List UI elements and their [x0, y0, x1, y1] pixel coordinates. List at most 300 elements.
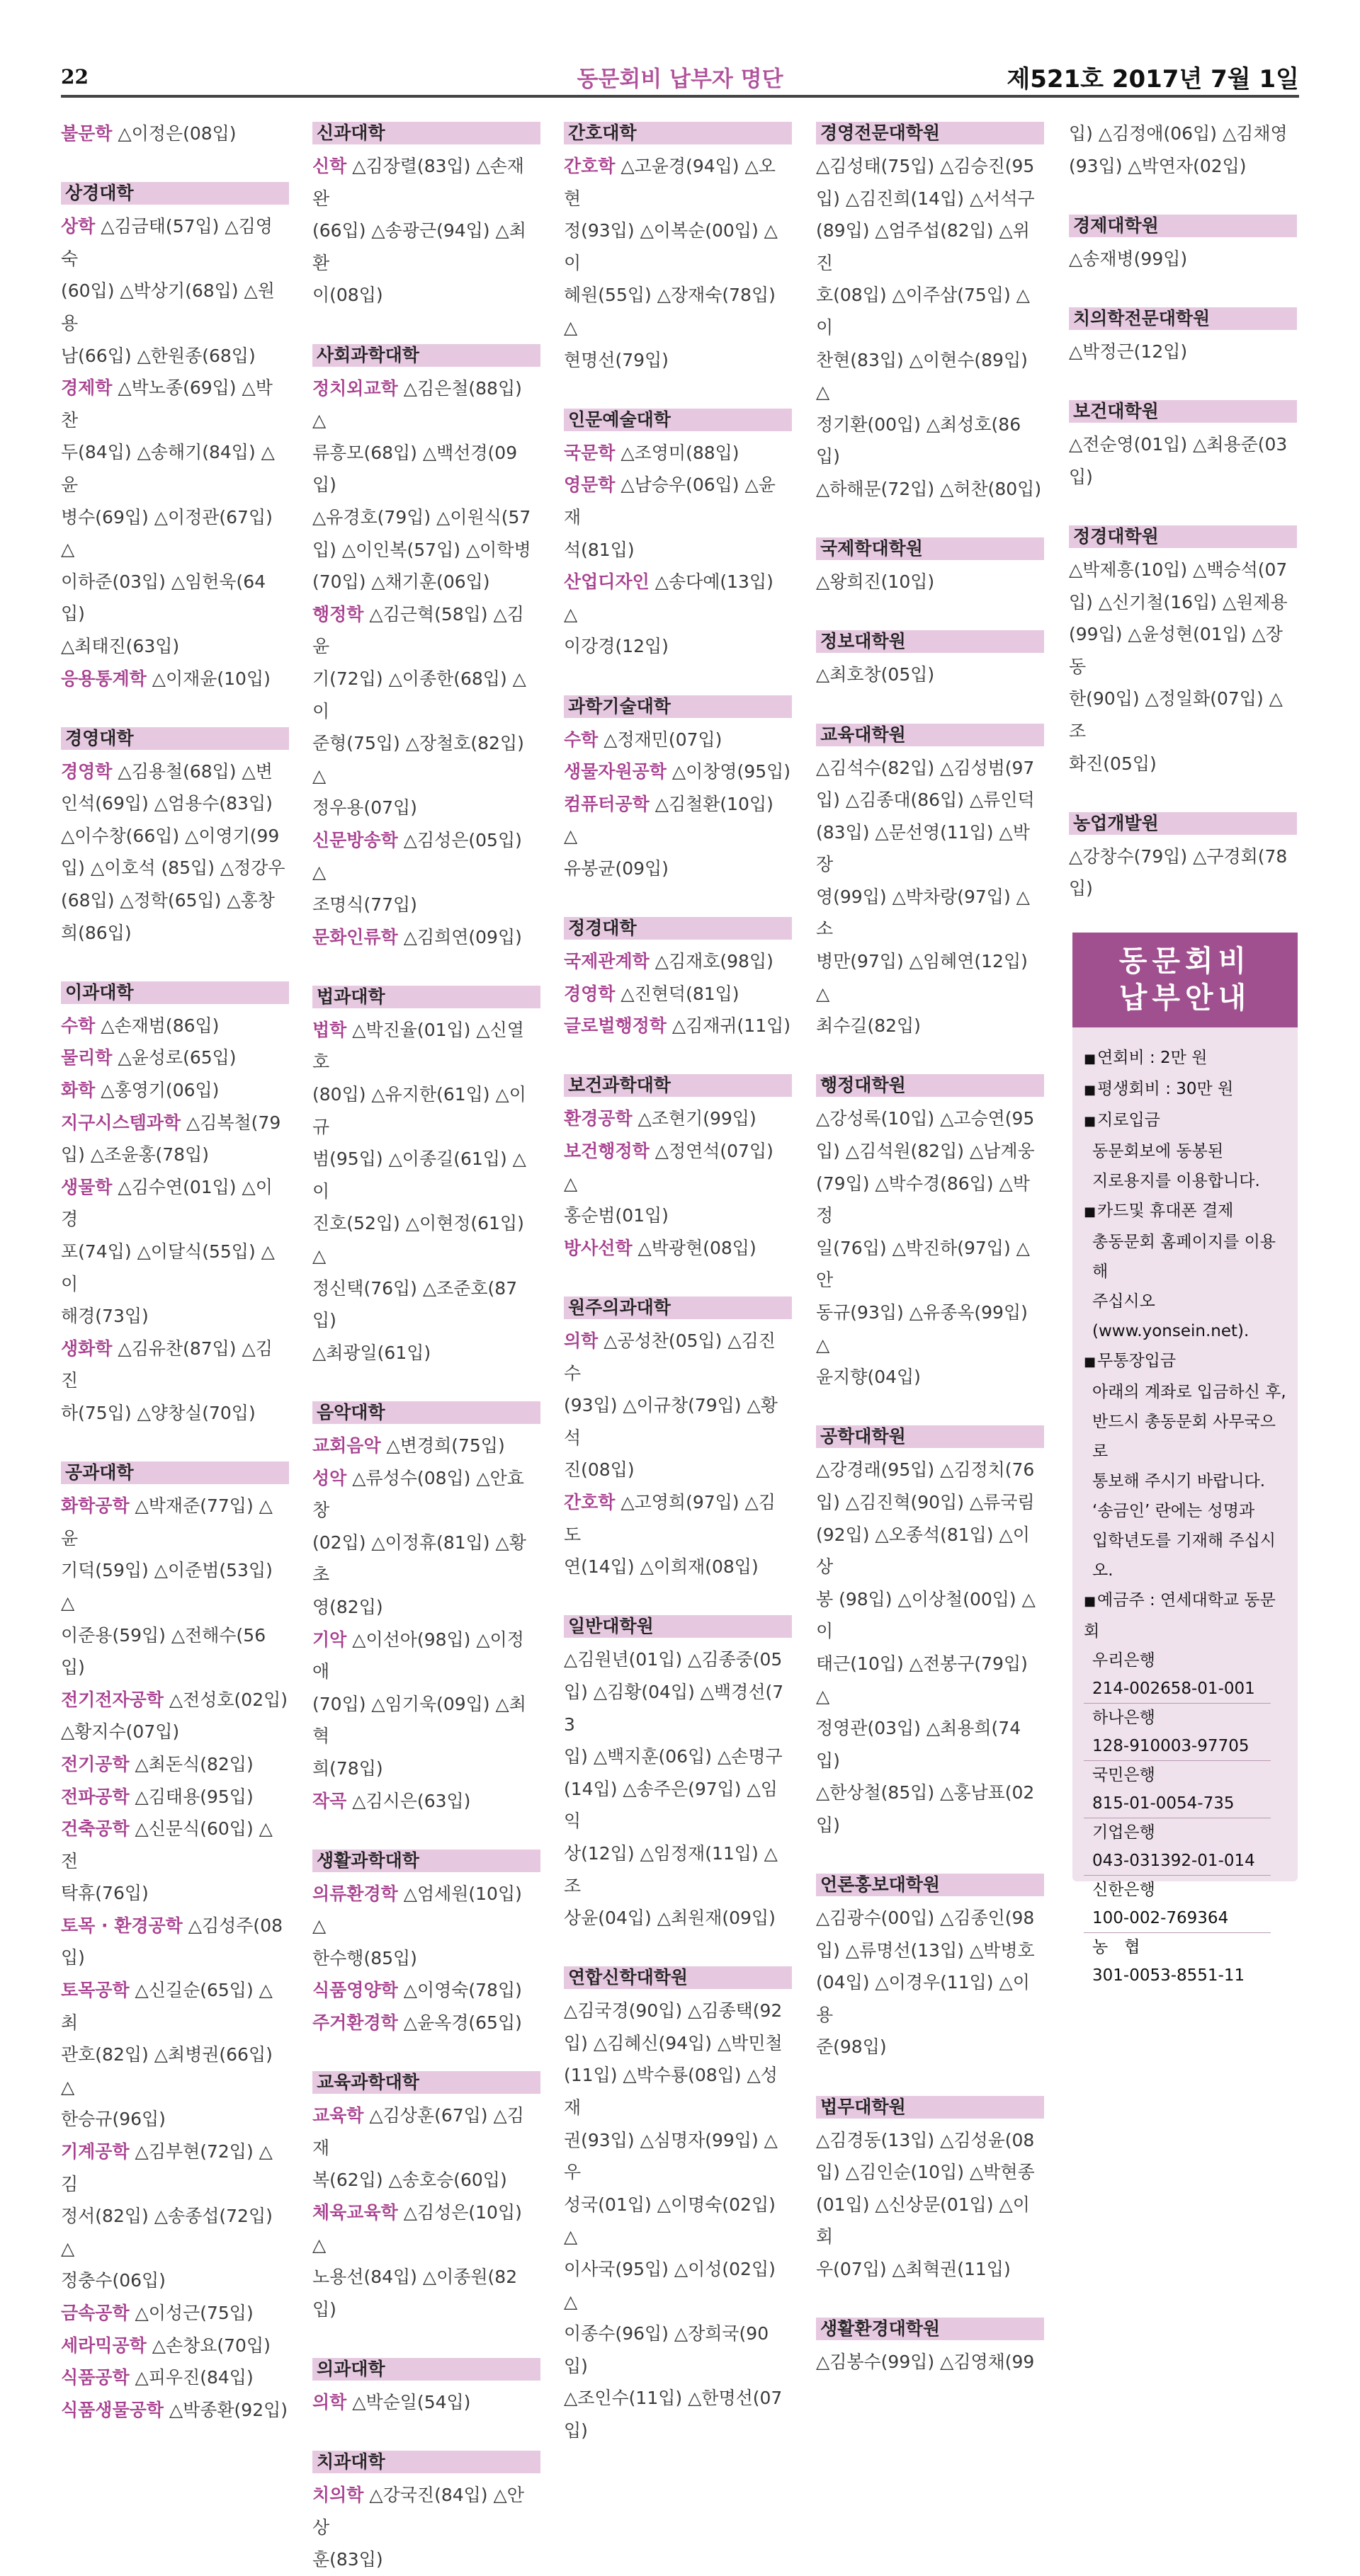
account-number: 815-01-0054-735	[1092, 1794, 1235, 1813]
college-header: 언론홍보대학원	[816, 1874, 1044, 1896]
member-names: 이하준(03입) △임헌욱(64입)	[61, 571, 266, 625]
college-header: 보건대학원	[1069, 400, 1297, 423]
college-header: 행정대학원	[816, 1074, 1044, 1097]
member-names: 관호(82입) △최병권(66입) △	[61, 2044, 273, 2097]
member-names: △조인수(11입) △한명선(07	[564, 2388, 783, 2409]
member-names: 영(99입) △박차랑(97입) △소	[816, 886, 1030, 940]
entry-line	[312, 2164, 540, 2196]
member-names: 노용선(84입) △이종원(82입)	[312, 2267, 518, 2320]
member-names: 포(74입) △이달식(55입) △이	[61, 1241, 275, 1294]
college-header: 치의학전문대학원	[1069, 307, 1297, 330]
entry-line	[1069, 748, 1297, 780]
college-section	[61, 1461, 289, 2426]
bank-name: 국민은행	[1092, 1766, 1155, 1784]
college-section	[312, 1850, 540, 2039]
member-names: △박광현(08입)	[632, 1237, 756, 1258]
member-names: 준(98입)	[816, 2036, 887, 2058]
entry-line	[816, 1296, 1044, 1361]
member-names: 입) △이호석 (85입) △정강우	[61, 857, 285, 879]
member-names: △신길순(65입) △최	[61, 1980, 273, 2033]
entry-line	[61, 275, 289, 339]
bullet-square-icon: ■	[1084, 1114, 1096, 1129]
entry-line	[816, 2253, 1044, 2286]
member-names: 정(93입) △이복순(00입) △이	[564, 220, 778, 273]
entry-line	[564, 756, 792, 788]
college-section	[312, 344, 540, 954]
entry-line	[61, 566, 289, 630]
department-label: 문화인류학	[312, 926, 398, 947]
entry-line	[816, 1712, 1044, 1777]
entry-line	[1069, 554, 1297, 586]
entry-line	[61, 884, 289, 917]
college-header: 정보대학원	[816, 630, 1044, 653]
college-header: 공학대학원	[816, 1425, 1044, 1448]
entry-line	[564, 1740, 792, 1773]
entry-line	[61, 1781, 289, 1813]
college-header: 이과대학	[61, 981, 289, 1004]
department-label: 토목공학	[61, 1980, 130, 2001]
college-header: 음악대학	[312, 1401, 540, 1424]
college-section	[816, 2096, 1044, 2286]
member-names: (79입) △박수경(86입) △박정	[816, 1173, 1030, 1226]
entry-line	[312, 2543, 540, 2576]
entry-line	[1069, 872, 1297, 905]
entry-line	[564, 2382, 792, 2415]
member-names: △이수창(66입) △이영기(99	[61, 825, 280, 846]
member-names: △김복철(79	[181, 1112, 281, 1133]
college-header: 농업개발원	[1069, 812, 1297, 835]
college-section	[564, 1296, 792, 1583]
bullet-square-icon: ■	[1084, 1204, 1096, 1219]
member-names: △이재윤(10입)	[146, 668, 271, 689]
issue-date: 제521호 2017년 7월 1일	[1007, 65, 1299, 93]
member-names: 최수길(82입)	[816, 1015, 921, 1037]
department-label: 간호학	[564, 156, 616, 176]
member-names: △진현덕(81입)	[615, 983, 740, 1004]
college-section	[1069, 307, 1297, 368]
entry-line	[816, 1966, 1044, 2031]
department-label: 주거환경학	[312, 2012, 398, 2034]
info-item-detail: 통보해 주시기 바랍니다.	[1092, 1472, 1266, 1491]
member-names: △김경동(13입) △김성윤(08	[816, 2129, 1035, 2150]
entry-line	[312, 1078, 540, 1143]
department-label: 응용통계학	[61, 668, 147, 689]
member-names: △박노종(69입) △박찬	[61, 377, 273, 431]
entry-line	[564, 1325, 792, 1389]
member-names: △피우진(84입)	[129, 2367, 254, 2388]
member-names: 정영관(03입) △최용희(74입)	[816, 1718, 1021, 1771]
college-section	[816, 630, 1044, 691]
entry-line	[816, 659, 1044, 691]
entry-line	[61, 852, 289, 884]
info-box-body	[1072, 1027, 1298, 1990]
member-names: 기덕(59입) △이준범(53입) △	[61, 1560, 273, 1613]
member-names: △김용철(68입) △변	[112, 760, 273, 782]
entry-line	[1069, 428, 1297, 461]
college-header: 보건과학대학	[564, 1074, 792, 1097]
department-label: 의학	[312, 2392, 347, 2412]
entry-line	[312, 663, 540, 727]
entry-line	[312, 1974, 540, 2007]
entry-line	[816, 215, 1044, 279]
college-section	[564, 1074, 792, 1264]
entry-line	[61, 1910, 289, 1942]
page-title: 동문회비 납부자 명단	[577, 67, 783, 92]
member-names: 한승규(96입)	[61, 2109, 166, 2130]
info-item-detail: 반드시 총동문회 사무국으로	[1092, 1413, 1276, 1461]
department-label: 신학	[312, 156, 347, 176]
info-item	[1084, 1196, 1288, 1227]
member-names: 조명식(77입)	[312, 894, 417, 916]
entry-line	[564, 534, 792, 566]
member-names: 입) △김정애(06입) △김채영	[1069, 123, 1288, 144]
member-names: 병수(69입) △이정관(67입) △	[61, 506, 273, 560]
entry-line	[312, 1753, 540, 1785]
entry-line	[61, 501, 289, 566]
member-names: 권(93입) △심명자(99입) △우	[564, 2129, 778, 2183]
department-label: 간호학	[564, 1491, 616, 1512]
info-item-text: 평생회비 : 30만 원	[1097, 1080, 1234, 1098]
member-names: 한(90입) △정일화(07입) △조	[1069, 688, 1283, 741]
department-label: 전기전자공학	[61, 1689, 164, 1710]
department-label: 상학	[61, 216, 96, 237]
department-label: 의류환경학	[312, 1883, 398, 1904]
entry-line	[816, 881, 1044, 945]
entry-line	[816, 279, 1044, 343]
member-names: 윤지향(04입)	[816, 1367, 921, 1388]
member-names: 입) △김인순(10입) △박현종	[816, 2162, 1035, 2183]
member-names: 희(86입)	[61, 922, 132, 943]
bullet-square-icon: ■	[1084, 1083, 1096, 1098]
member-names: △김성은(05입) △	[312, 829, 522, 883]
entry-line	[61, 2361, 289, 2394]
entry-line	[61, 1010, 289, 1042]
college-section	[1069, 215, 1297, 275]
entry-line	[816, 784, 1044, 816]
college-header: 교육대학원	[816, 724, 1044, 746]
department-label: 방사선학	[564, 1237, 633, 1258]
entry-line	[816, 473, 1044, 506]
member-names: △김재귀(11입)	[666, 1015, 790, 1037]
member-names: 이강경(12입)	[564, 636, 669, 657]
college-header: 교육과학대학	[312, 2071, 540, 2094]
entry-line	[61, 1554, 289, 1619]
entry-line	[564, 279, 792, 343]
member-names: (04입) △이경우(11입) △이용	[816, 1972, 1030, 2025]
member-names: △김은철(88입) △	[312, 377, 522, 431]
entry-line	[312, 372, 540, 437]
member-names: △고영희(97입) △김도	[564, 1491, 776, 1545]
entry-line	[312, 1143, 540, 1207]
info-item-detail: 총동문회 홈페이지를 이용해	[1092, 1233, 1276, 1281]
entry-line	[61, 1619, 289, 1684]
dues-info-box	[1072, 933, 1298, 1985]
member-names: △박종환(92입)	[163, 2399, 288, 2420]
college-header: 사회과학대학	[312, 344, 540, 367]
entry-line	[61, 1042, 289, 1074]
entry-line	[564, 1135, 792, 1199]
entry-line	[564, 2189, 792, 2253]
college-header: 과학기술대학	[564, 695, 792, 718]
entry-line	[816, 1486, 1044, 1519]
member-names: △전순영(01입) △최용준(03	[1069, 434, 1288, 455]
member-names: 유봉균(09입)	[564, 857, 669, 879]
entry-line	[816, 2189, 1044, 2253]
entry-line	[816, 945, 1044, 1010]
member-names: (02입) △이정휴(81입) △황초	[312, 1532, 526, 1585]
member-names: 훈(83입)	[312, 2549, 383, 2570]
college-section	[564, 1966, 792, 2446]
entry-line	[312, 1942, 540, 1975]
entry-line	[1069, 150, 1297, 183]
college-section	[312, 2071, 540, 2325]
entry-line	[61, 820, 289, 853]
member-names: 정신택(76입) △조준호(87입)	[312, 1277, 518, 1331]
college-header: 인문예술대학	[564, 409, 792, 431]
entry-line	[816, 1168, 1044, 1232]
entry-line	[816, 1361, 1044, 1394]
entry-line	[564, 2027, 792, 2060]
member-names: 화진(05입)	[1069, 753, 1157, 774]
entry-line	[564, 1486, 792, 1551]
college-section	[312, 986, 540, 1369]
department-label: 보건행정학	[564, 1141, 650, 1162]
department-label: 전기공학	[61, 1753, 130, 1774]
member-names: 병만(97입) △임혜연(12입) △	[816, 951, 1028, 1004]
info-item-text: 무통장입금	[1097, 1352, 1177, 1370]
department-label: 식품생물공학	[61, 2399, 164, 2420]
member-names: △조영미(88입)	[615, 442, 740, 463]
entry-line	[564, 630, 792, 663]
college-header: 의과대학	[312, 2358, 540, 2381]
member-names: 정기환(00입) △최성호(86입)	[816, 414, 1021, 467]
entry-line	[61, 1107, 289, 1139]
entry-line	[312, 566, 540, 598]
entry-line	[61, 787, 289, 820]
college-section	[564, 695, 792, 885]
member-names: 입)	[564, 2420, 588, 2441]
college-section	[1069, 400, 1297, 493]
member-names: 정충수(06입)	[61, 2270, 166, 2291]
account-number: 214-002658-01-001	[1092, 1680, 1255, 1698]
department-label: 교회음악	[312, 1435, 381, 1456]
entry-line	[312, 2261, 540, 2325]
member-names: △김수연(01입) △이경	[61, 1176, 273, 1230]
entry-line	[312, 437, 540, 501]
entry-line	[312, 2099, 540, 2164]
entry-line	[61, 118, 289, 150]
entry-line	[816, 1135, 1044, 1168]
department-label: 의학	[564, 1330, 599, 1351]
entry-line	[816, 566, 1044, 598]
bank-name: 기업은행	[1092, 1823, 1155, 1842]
member-names: △김봉수(99입) △김영채(99	[816, 2352, 1035, 2373]
entry-line	[61, 340, 289, 372]
member-names: 이(08입)	[312, 285, 383, 306]
member-names: (60입) △박상기(68입) △원용	[61, 280, 275, 334]
info-item-detail: 아래의 계좌로 입금하신 후,	[1092, 1383, 1286, 1401]
department-label: 생화학	[61, 1338, 113, 1359]
entry-line	[61, 1716, 289, 1748]
entry-line	[816, 1809, 1044, 1842]
entry-line	[312, 792, 540, 824]
member-names: △김태용(95입)	[129, 1786, 254, 1807]
member-names: 입) △조윤홍(78입)	[61, 1144, 209, 1166]
entry-line	[816, 344, 1044, 409]
column-4	[816, 118, 1044, 2378]
member-names: △홍영기(06입)	[95, 1080, 220, 1101]
entry-line	[312, 1688, 540, 1753]
entry-line	[816, 1648, 1044, 1712]
department-label: 컴퓨터공학	[564, 793, 650, 814]
member-names: (11입) △박수룡(08입) △성재	[564, 2065, 778, 2119]
entry-line	[61, 1139, 289, 1171]
department-label: 기계공학	[61, 2141, 130, 2162]
info-item	[1084, 1074, 1288, 1105]
college-section	[61, 182, 289, 695]
entry-line	[61, 1942, 289, 1974]
member-names: 류흥모(68입) △백선경(09입)	[312, 442, 518, 496]
member-names: △김성태(75입) △김승진(95	[816, 156, 1035, 176]
member-names: 입) △김황(04입) △백경선(73	[564, 1681, 784, 1735]
member-names: 해경(73입)	[61, 1306, 149, 1327]
entry-line	[564, 978, 792, 1010]
college-section	[1069, 118, 1297, 182]
member-names: 입) △김진희(14입) △서석구	[816, 188, 1035, 209]
college-header: 생활과학대학	[312, 1850, 540, 1872]
entry-line	[312, 1014, 540, 1078]
member-names: 상윤(04입) △최원재(09입)	[564, 1908, 776, 1929]
entry-line	[816, 1232, 1044, 1296]
entry-line	[816, 816, 1044, 881]
member-names: 입) △김종대(86입) △류인덕	[816, 790, 1035, 811]
college-section	[816, 1874, 1044, 2063]
member-names: 입) △김진혁(90입) △류국림	[816, 1491, 1035, 1512]
college-section	[816, 724, 1044, 1042]
entry-line	[61, 1236, 289, 1300]
member-names: △박재준(77입) △윤	[61, 1495, 273, 1549]
entry-line	[61, 663, 289, 695]
entry-line	[312, 1462, 540, 1527]
header-rule	[61, 95, 1299, 98]
member-names: 영(82입)	[312, 1596, 383, 1617]
entry-line	[61, 2039, 289, 2103]
member-names: 입) △이인복(57입) △이학병	[312, 539, 531, 560]
entry-line	[1069, 586, 1297, 619]
entry-line	[61, 1333, 289, 1397]
bank-name: 우리은행	[1092, 1651, 1155, 1670]
entry-line	[1069, 461, 1297, 494]
department-label: 금속공학	[61, 2303, 130, 2323]
entry-line	[816, 752, 1044, 785]
entry-line	[564, 1643, 792, 1676]
college-header: 국제학대학원	[816, 537, 1044, 560]
info-item-text: 카드및 휴대폰 결제	[1097, 1202, 1234, 1220]
member-names: 인석(69입) △엄용수(83입)	[61, 793, 273, 814]
entry-line	[61, 1974, 289, 2039]
info-item-detail: 입학년도를 기재해 주십시오.	[1092, 1532, 1276, 1580]
college-section	[61, 118, 289, 150]
bank-account	[1084, 1761, 1271, 1818]
college-header: 일반대학원	[564, 1615, 792, 1638]
entry-line	[61, 2264, 289, 2297]
department-label: 법학	[312, 1019, 347, 1040]
info-item-detail: 동문회보에 동봉된	[1092, 1142, 1224, 1161]
member-names: 홍순범(01입)	[564, 1205, 669, 1226]
bank-account	[1084, 1818, 1271, 1876]
entry-line	[1069, 243, 1297, 275]
page-number: 22	[61, 65, 89, 89]
entry-line	[816, 1777, 1044, 1809]
member-names: (70입) △채기훈(06입)	[312, 571, 490, 593]
member-names: △이성근(75입)	[129, 2303, 254, 2323]
member-names: △최호창(05입)	[816, 664, 935, 685]
column-3	[564, 118, 792, 2447]
member-names: △김광수(00입) △김종인(98	[816, 1908, 1035, 1929]
column-5	[1069, 118, 1297, 905]
member-names: 상(12입) △임정재(11입) △조	[564, 1842, 778, 1896]
college-header: 상경대학	[61, 182, 289, 205]
member-names: 탁휴(76입)	[61, 1883, 149, 1904]
college-section	[312, 122, 540, 312]
member-names: △김유찬(87입) △김진	[61, 1338, 273, 1391]
member-names: △유경호(79입) △이원식(57	[312, 506, 531, 528]
member-names: △박제흥(10입) △백승석(07	[1069, 559, 1288, 580]
member-names: 현명선(79입)	[564, 349, 669, 370]
entry-line	[816, 150, 1044, 183]
college-section	[312, 1401, 540, 1817]
college-section	[816, 1425, 1044, 1841]
entry-line	[564, 1010, 792, 1042]
member-names: 입)	[816, 1814, 840, 1835]
member-names: 복(62입) △송호승(60입)	[312, 2170, 507, 2191]
college-header: 정경대학	[564, 917, 792, 940]
entry-line	[61, 917, 289, 950]
member-names: 연(14입) △이희재(08입)	[564, 1556, 759, 1578]
member-names: △공성찬(05입) △김진수	[564, 1330, 776, 1384]
member-names: △김근혁(58입) △김윤	[312, 603, 524, 657]
entry-line	[312, 1878, 540, 1942]
info-item-detail: ‘송금인’ 란에는 성명과	[1092, 1502, 1255, 1520]
department-label: 산업디자인	[564, 571, 650, 593]
college-section	[564, 917, 792, 1042]
entry-line	[61, 756, 289, 788]
entry-line	[816, 183, 1044, 215]
college-section	[61, 981, 289, 1430]
college-header: 간호대학	[564, 122, 792, 144]
entry-line	[61, 1171, 289, 1236]
info-item	[1084, 1105, 1288, 1136]
entry-line	[564, 1773, 792, 1837]
member-names: △박진율(01입) △신열호	[312, 1019, 524, 1073]
member-names: (92입) △오종석(81입) △이상	[816, 1524, 1030, 1578]
bank-name: 신한은행	[1092, 1881, 1155, 1899]
member-names: △변경희(75입)	[380, 1435, 505, 1456]
entry-line	[312, 598, 540, 663]
column-2	[312, 118, 540, 2576]
member-names: △이정은(08입)	[112, 123, 237, 144]
college-header: 경영대학	[61, 727, 289, 750]
department-label: 화학공학	[61, 1495, 130, 1517]
member-names: (89입) △엄주섭(82입) △위진	[816, 220, 1030, 273]
department-label: 토목 · 환경공학	[61, 1915, 183, 1936]
entry-line	[312, 150, 540, 215]
department-label: 식품공학	[61, 2367, 130, 2388]
entry-line	[564, 150, 792, 215]
entry-line	[312, 2386, 540, 2419]
entry-line	[816, 1102, 1044, 1135]
entry-line	[564, 1102, 792, 1135]
